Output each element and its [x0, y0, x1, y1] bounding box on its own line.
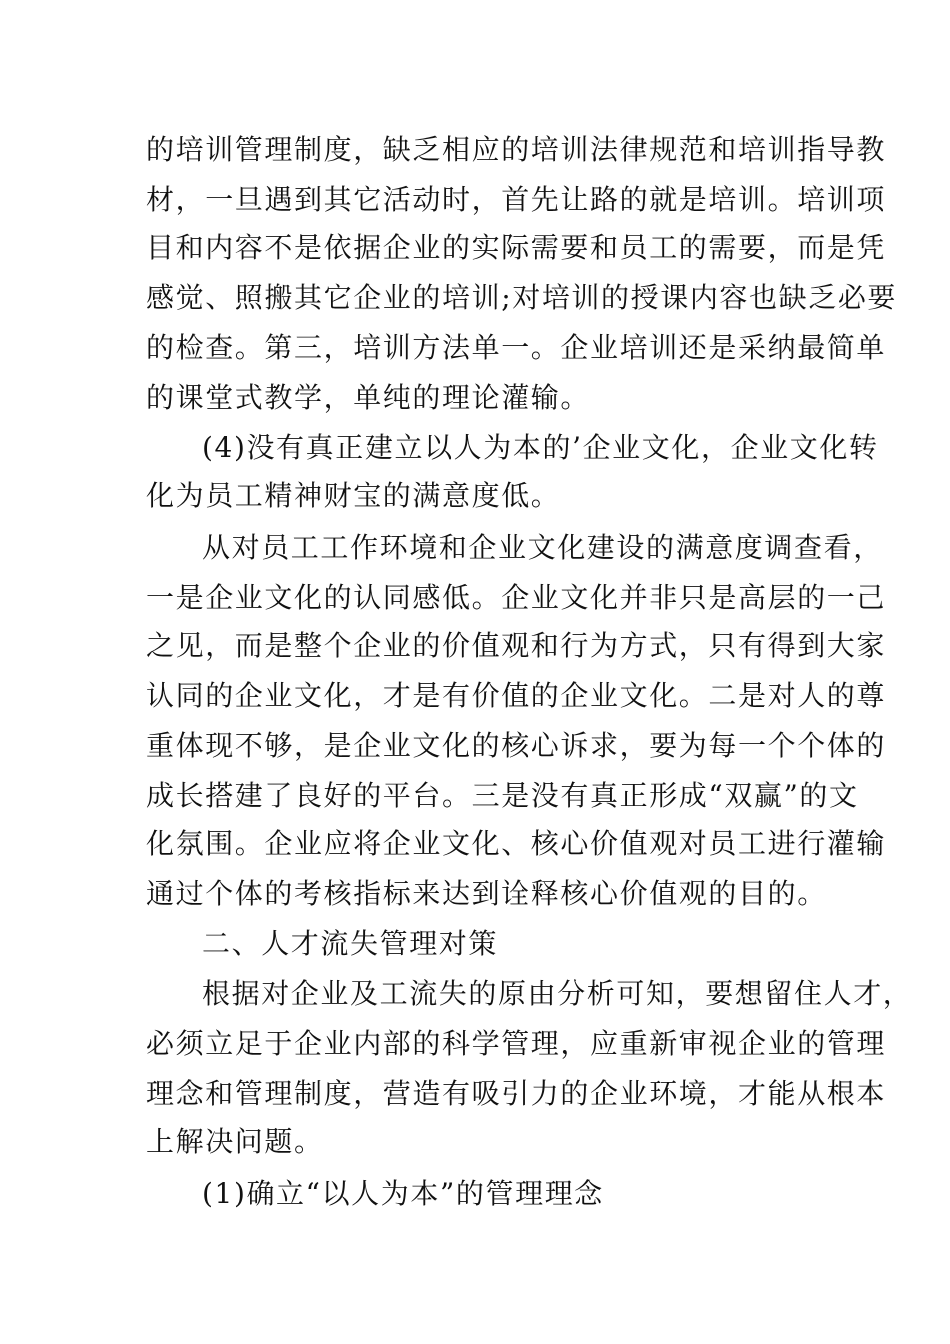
- text-line: 的培训管理制度，缺乏相应的培训法律规范和培训指导教: [146, 133, 887, 166]
- text-line: 感觉、照搬其它企业的培训;对培训的授课内容也缺乏必要: [146, 281, 898, 314]
- paragraph-start: 从对员工工作环境和企业文化建设的满意度调查看，: [202, 531, 883, 564]
- text-line: 目和内容不是依据企业的实际需要和员工的需要，而是凭: [146, 231, 887, 264]
- text-line: 之见，而是整个企业的价值观和行为方式，只有得到大家: [146, 629, 887, 662]
- text-line: 通过个体的考核指标来达到诠释核心价值观的目的。: [146, 877, 827, 910]
- text-line: 材，一旦遇到其它活动时，首先让路的就是培训。培训项: [146, 183, 887, 216]
- text-line: 的检查。第三，培训方法单一。企业培训还是采纳最简单: [146, 331, 887, 364]
- text-line: 上解决问题。: [146, 1125, 324, 1158]
- section-heading: (1)确立“以人为本”的管理理念: [202, 1177, 604, 1210]
- text-line: 成长搭建了良好的平台。三是没有真正形成“双赢”的文: [146, 779, 859, 812]
- text-line: 理念和管理制度，营造有吸引力的企业环境，才能从根本: [146, 1077, 887, 1110]
- section-heading: 二、人才流失管理对策: [202, 927, 499, 960]
- text-line: 化氛围。企业应将企业文化、核心价值观对员工进行灌输: [146, 827, 887, 860]
- text-line: 重体现不够，是企业文化的核心诉求，要为每一个个体的: [146, 729, 887, 762]
- text-line: 认同的企业文化，才是有价值的企业文化。二是对人的尊: [146, 679, 887, 712]
- text-line: 化为员工精神财宝的满意度低。: [146, 479, 561, 512]
- text-line: 的课堂式教学，单纯的理论灌输。: [146, 381, 591, 414]
- paragraph-start: 根据对企业及工流失的原由分析可知，要想留住人才，: [202, 977, 913, 1010]
- text-line: 必须立足于企业内部的科学管理，应重新审视企业的管理: [146, 1027, 887, 1060]
- text-line: 一是企业文化的认同感低。企业文化并非只是高层的一己: [146, 581, 887, 614]
- section-heading: (4)没有真正建立以人为本的’企业文化，企业文化转: [202, 431, 879, 464]
